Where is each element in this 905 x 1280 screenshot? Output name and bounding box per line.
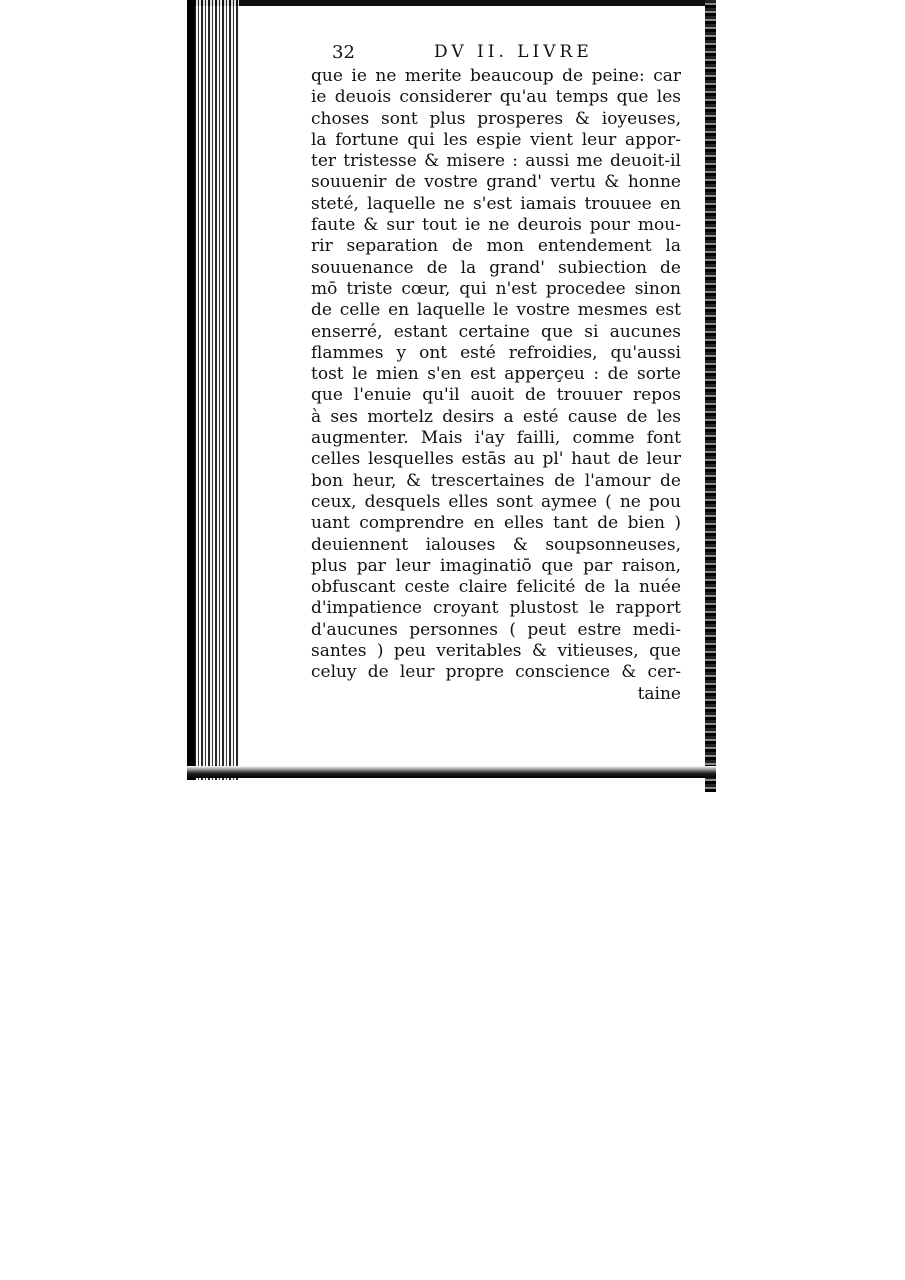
text-line: mō triste cœur, qui n'est procedee sinon — [311, 278, 681, 299]
text-line: steté, laquelle ne s'est iamais trouuee en — [311, 193, 681, 214]
text-line: tost le mien s'en est apperçeu : de sorte — [311, 364, 681, 385]
text-line: rir separation de mon entendement la — [311, 236, 681, 257]
text-line: ie deuois considerer qu'au temps que les — [311, 87, 681, 108]
page-bottom-edge — [187, 766, 716, 778]
text-line: d'impatience croyant plustost le rapport — [311, 598, 681, 619]
text-line: uant comprendre en elles tant de bien ) — [311, 513, 681, 534]
running-head: DV II. LIVRE — [434, 42, 593, 62]
text-line: ceux, desquels elles sont aymee ( ne pou — [311, 491, 681, 512]
text-line: celuy de leur propre conscience & cer- — [311, 662, 681, 683]
text-line: que l'enuie qu'il auoit de trouuer repos — [311, 385, 681, 406]
text-line: souuenance de la grand' subiection de — [311, 257, 681, 278]
text-line: de celle en laquelle le vostre mesmes est — [311, 300, 681, 321]
text-line: obfuscant ceste claire felicité de la nuée — [311, 577, 681, 598]
text-line: à ses mortelz desirs a esté cause de les — [311, 406, 681, 427]
text-line: la fortune qui les espie vient leur appor- — [311, 129, 681, 150]
text-line: choses sont plus prosperes & ioyeuses, — [311, 108, 681, 129]
text-line: enserré, estant certaine que si aucunes — [311, 321, 681, 342]
text-line: celles lesquelles estās au pl' haut de leur — [311, 449, 681, 470]
text-line: d'aucunes personnes ( peut estre medi- — [311, 619, 681, 640]
scanned-page — [187, 0, 716, 792]
text-line: augmenter. Mais i'ay failli, comme font — [311, 428, 681, 449]
text-line: flammes y ont esté refroidies, qu'aussi — [311, 342, 681, 363]
page-right-edge — [705, 0, 716, 792]
page-top-edge — [187, 0, 716, 6]
book-spine-edge — [187, 0, 195, 780]
text-line: plus par leur imaginatiō que par raison, — [311, 555, 681, 576]
text-line: santes ) peu veritables & vitieuses, que — [311, 641, 681, 662]
text-line: ter tristesse & misere : aussi me deuoit-il — [311, 151, 681, 172]
body-text — [311, 66, 681, 705]
text-line: deuiennent ialouses & soupsonneuses, — [311, 534, 681, 555]
text-line: souuenir de vostre grand' vertu & honne — [311, 172, 681, 193]
text-line: faute & sur tout ie ne deurois pour mou- — [311, 215, 681, 236]
text-line: que ie ne merite beaucoup de peine: car — [311, 66, 681, 86]
page-number: 32 — [332, 42, 355, 63]
page-header — [332, 42, 682, 66]
text-line: bon heur, & trescertaines de l'amour de — [311, 470, 681, 491]
catchword: taine — [637, 683, 681, 704]
